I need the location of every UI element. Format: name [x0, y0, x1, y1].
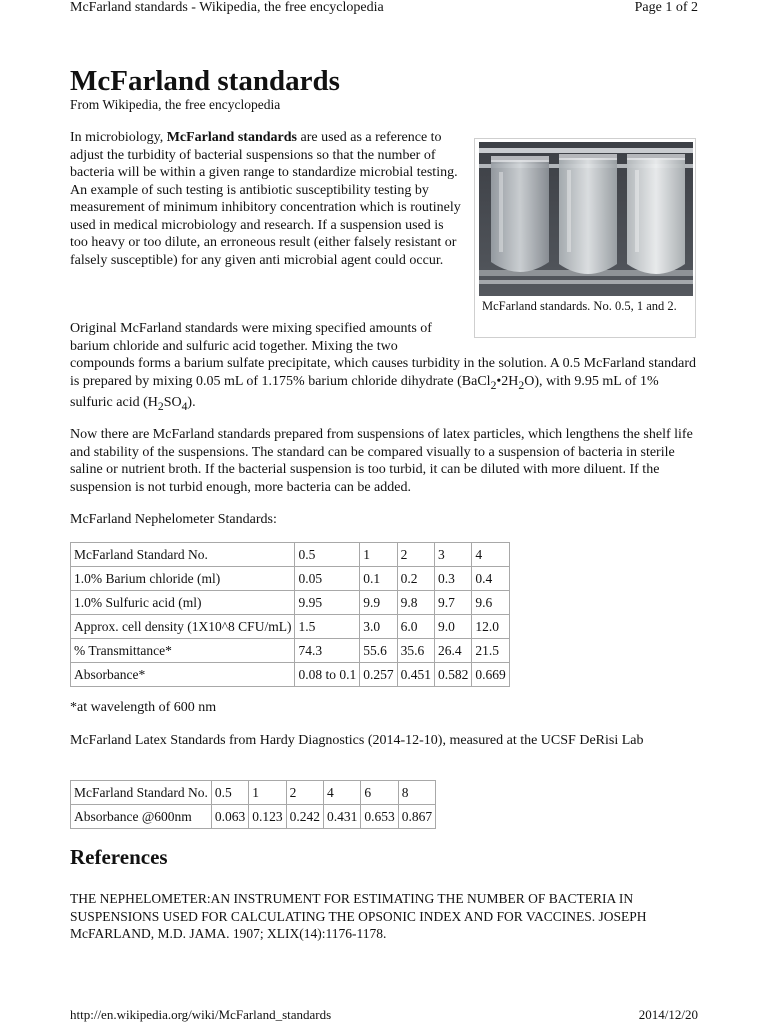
- table-cell: 0.867: [398, 805, 435, 829]
- hardy-table-caption: McFarland Latex Standards from Hardy Diagnostics (2014-12-10), measured at the UCSF DeRisi Lab: [70, 733, 644, 748]
- formula-subscript: 4: [181, 399, 188, 413]
- bold-term-mcfarland-standards: McFarland standards: [166, 130, 297, 145]
- table-cell: 0.3: [434, 567, 471, 591]
- table-cell: 0.257: [360, 663, 397, 687]
- table-cell: 0.08 to 0.1: [295, 663, 360, 687]
- table-cell: 3.0: [360, 615, 397, 639]
- original-narrow-part: Original McFarland standards were mixing specified amounts of barium chloride and sulfuric acid together. Mixing the two: [70, 321, 432, 354]
- table-cell: 0.653: [361, 805, 398, 829]
- table-cell: 0.582: [434, 663, 471, 687]
- table-cell: 3: [434, 543, 471, 567]
- mcfarland-tubes-photo: [479, 142, 693, 296]
- table-cell: 1: [360, 543, 397, 567]
- references-heading: References: [70, 845, 168, 869]
- intro-lead: In microbiology,: [70, 130, 167, 145]
- print-footer-date: 2014/12/20: [638, 1007, 698, 1022]
- table-cell: 0.123: [249, 805, 286, 829]
- formula-text: SO: [163, 394, 182, 410]
- table-cell: 2: [286, 781, 323, 805]
- table-cell: 9.6: [472, 591, 509, 615]
- table-row: [71, 639, 510, 663]
- table-cell: 9.7: [434, 591, 471, 615]
- formula-text: O), with 9.95 mL of 1% sulfuric acid (H: [70, 373, 659, 410]
- print-header-title: McFarland standards - Wikipedia, the free encyclopedia: [70, 0, 384, 15]
- table-cell: 0.451: [397, 663, 434, 687]
- site-tagline: From Wikipedia, the free encyclopedia: [70, 97, 281, 112]
- row-header-cell: 1.0% Sulfuric acid (ml): [71, 591, 295, 615]
- row-header-cell: Absorbance @600nm: [71, 805, 212, 829]
- row-header-cell: 1.0% Barium chloride (ml): [71, 567, 295, 591]
- table-cell: 0.669: [472, 663, 509, 687]
- table-cell: 12.0: [472, 615, 509, 639]
- table-cell: 0.2: [397, 567, 434, 591]
- table-cell: 35.6: [397, 639, 434, 663]
- row-header-cell: McFarland Standard No.: [71, 543, 295, 567]
- original-wide-part: compounds forms a barium sulfate precipitate, which causes turbidity in the solution. A 0.5 McFarland standard is prepared by mixing 0.05 mL of 1.175% barium chloride dihydrate: [70, 356, 696, 389]
- latex-standards-paragraph: Now there are McFarland standards prepared from suspensions of latex particles, which lengthens the shelf life and stability of the suspensions. The standard can be compared visually to a suspension of bacteria in sterile saline or nutrient broth. If the bacterial suspension is too turbid, it can be diluted with more diluent. If the suspension is not turbid enough, more bacteria can be added.: [70, 427, 693, 495]
- intro-rest: are used as a reference to adjust the turbidity of bacterial suspensions so that the number of bacteria will be within a given range to standardize microbial testing. An example of such testing is antibiotic susceptibility testing by measurement of minimum inhibitory concentration which is routinely used in medical microbiology and research. If a suspension used is too heavy or too dilute, an erroneous result (either falsely resistant or falsely susceptible) for any given anti microbial agent could occur.: [70, 130, 461, 268]
- table-cell: 9.0: [434, 615, 471, 639]
- table-cell: 0.242: [286, 805, 323, 829]
- figure-thumbnail[interactable]: [474, 138, 696, 338]
- table-row: [71, 663, 510, 687]
- table-row: [71, 781, 436, 805]
- table-row: [71, 615, 510, 639]
- table-cell: 1.5: [295, 615, 360, 639]
- formula-text: ).: [187, 394, 196, 410]
- table-cell: 21.5: [472, 639, 509, 663]
- formula-subscript: 2: [518, 378, 525, 392]
- table-cell: 8: [398, 781, 435, 805]
- table-row: [71, 805, 436, 829]
- nephelometer-table-caption: McFarland Nephelometer Standards:: [70, 512, 277, 527]
- intro-paragraph: [70, 129, 462, 269]
- table-row: [71, 567, 510, 591]
- original-standards-paragraph: [70, 320, 700, 415]
- table-cell: 9.8: [397, 591, 434, 615]
- table-cell: 0.431: [323, 805, 360, 829]
- table-cell: 55.6: [360, 639, 397, 663]
- table-cell: 26.4: [434, 639, 471, 663]
- table-cell: 6: [361, 781, 398, 805]
- table-row: [71, 543, 510, 567]
- table-cell: 0.05: [295, 567, 360, 591]
- figure-caption: McFarland standards. No. 0.5, 1 and 2.: [482, 299, 677, 313]
- table-cell: 0.4: [472, 567, 509, 591]
- table-cell: 0.5: [295, 543, 360, 567]
- formula-text: •2H: [496, 373, 519, 389]
- table-cell: 0.1: [360, 567, 397, 591]
- formula-subscript: 2: [157, 399, 164, 413]
- wavelength-footnote: *at wavelength of 600 nm: [70, 700, 217, 715]
- table-cell: 0.5: [211, 781, 248, 805]
- print-header-page-number: Page 1 of 2: [634, 0, 698, 15]
- table-cell: 6.0: [397, 615, 434, 639]
- table-cell: 1: [249, 781, 286, 805]
- table-cell: 9.9: [360, 591, 397, 615]
- table-cell: 9.95: [295, 591, 360, 615]
- table-cell: 74.3: [295, 639, 360, 663]
- page-title: McFarland standards: [70, 65, 340, 97]
- table-cell: 4: [472, 543, 509, 567]
- row-header-cell: % Transmittance*: [71, 639, 295, 663]
- table-cell: 0.063: [211, 805, 248, 829]
- formula-text: (BaCl: [457, 373, 491, 389]
- reference-entry: THE NEPHELOMETER:AN INSTRUMENT FOR ESTIMATING THE NUMBER OF BACTERIA IN SUSPENSIONS USED FOR CALCULATING THE OPSONIC INDEX AND FOR VACCINES. JOSEPH McFARLAND, M.D. JAMA. 1907; XLIX(14):1176-1178.: [70, 891, 647, 941]
- row-header-cell: McFarland Standard No.: [71, 781, 212, 805]
- row-header-cell: Approx. cell density (1X10^8 CFU/mL): [71, 615, 295, 639]
- row-header-cell: Absorbance*: [71, 663, 295, 687]
- formula-subscript: 2: [490, 378, 497, 392]
- hardy-latex-table: [70, 780, 436, 829]
- nephelometer-table: [70, 542, 510, 687]
- table-cell: 2: [397, 543, 434, 567]
- print-footer-url: http://en.wikipedia.org/wiki/McFarland_standards: [70, 1007, 332, 1022]
- table-cell: 4: [323, 781, 360, 805]
- table-row: [71, 591, 510, 615]
